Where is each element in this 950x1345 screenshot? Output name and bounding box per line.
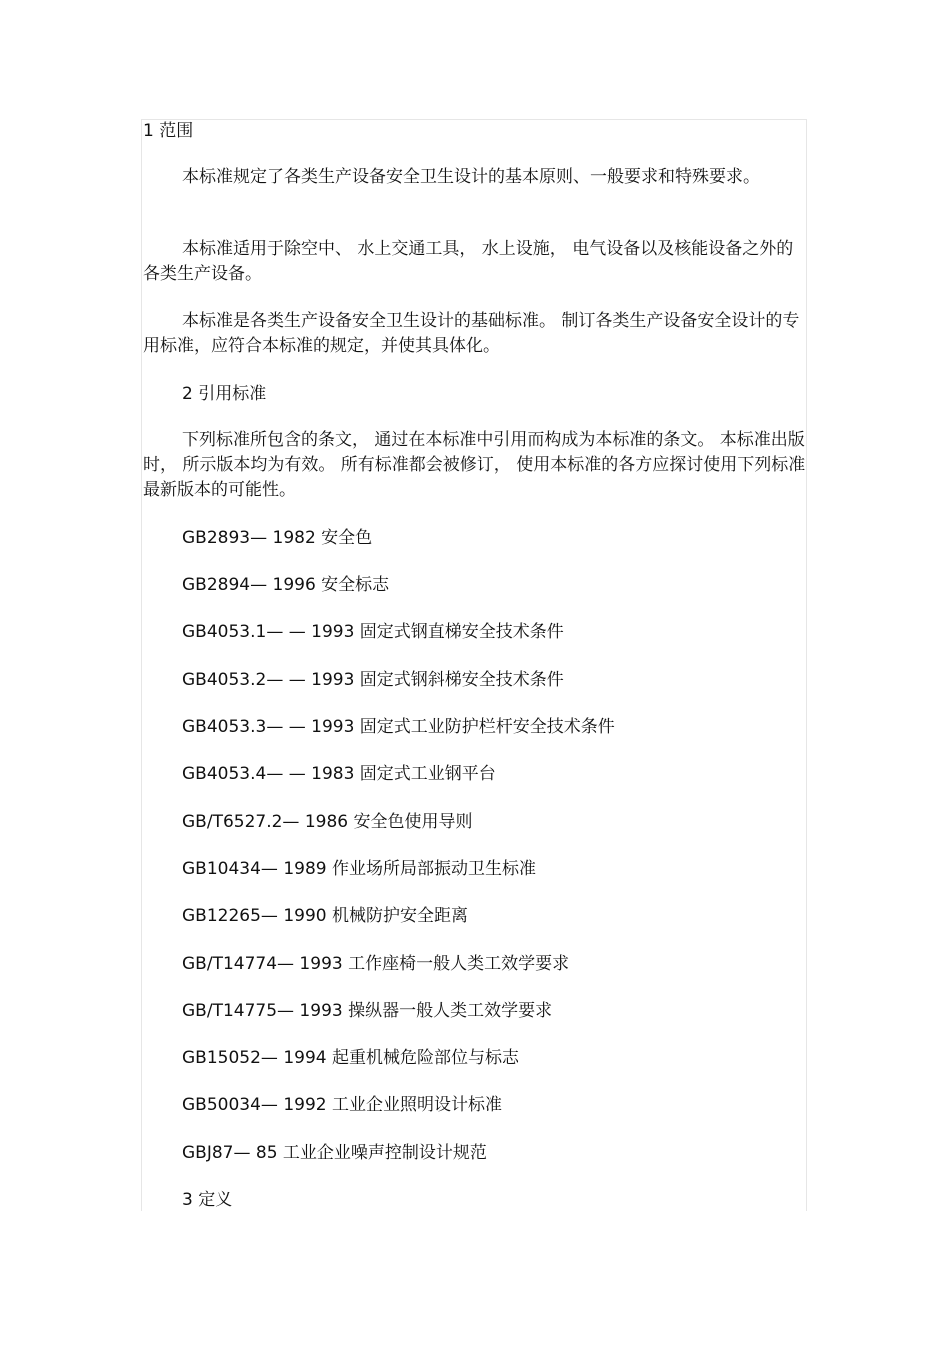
section-1-paragraph-1: 本标准规定了各类生产设备安全卫生设计的基本原则、一般要求和特殊要求。 — [182, 167, 760, 187]
standard-item: GB4053.3— — 1993 固定式工业防护栏杆安全技术条件 — [182, 717, 615, 737]
section-1-paragraph-3: 本标准是各类生产设备安全卫生设计的基础标准。 制订各类生产设备安全设计的专用标准，应符合本标准的规定，并使其具体化。 — [143, 311, 800, 356]
section-2-heading: 2 引用标准 — [182, 384, 267, 404]
standard-item: GBJ87— 85 工业企业噪声控制设计规范 — [182, 1143, 487, 1163]
standard-item: GB4053.1— — 1993 固定式钢直梯安全技术条件 — [182, 622, 564, 642]
standard-item: GB10434— 1989 作业场所局部振动卫生标准 — [182, 859, 536, 879]
standard-item: GB/T14775— 1993 操纵器一般人类工效学要求 — [182, 1001, 553, 1021]
section-3-heading: 3 定义 — [182, 1190, 233, 1210]
section-2-paragraph-1: 下列标准所包含的条文， 通过在本标准中引用而构成为本标准的条文。 本标准出版时， 所示版本均为有效。 所有标准都会被修订， 使用本标准的各方应探讨使用下列标准最新版本的可能性。 — [143, 430, 806, 500]
standard-item: GB2893— 1982 安全色 — [182, 528, 373, 548]
standard-item: GB15052— 1994 起重机械危险部位与标志 — [182, 1048, 519, 1068]
standard-item: GB4053.2— — 1993 固定式钢斜梯安全技术条件 — [182, 670, 564, 690]
section-1-paragraph-2: 本标准适用于除空中、 水上交通工具， 水上设施， 电气设备以及核能设备之外的各类生产设备。 — [143, 239, 794, 284]
standard-item: GB/T14774— 1993 工作座椅一般人类工效学要求 — [182, 954, 570, 974]
standard-item: GB/T6527.2— 1986 安全色使用导则 — [182, 812, 473, 832]
standard-item: GB12265— 1990 机械防护安全距离 — [182, 906, 468, 926]
standard-item: GB2894— 1996 安全标志 — [182, 575, 390, 595]
standard-item: GB50034— 1992 工业企业照明设计标准 — [182, 1095, 502, 1115]
standard-item: GB4053.4— — 1983 固定式工业钢平台 — [182, 764, 496, 784]
section-1-heading: 1 范围 — [143, 121, 194, 141]
